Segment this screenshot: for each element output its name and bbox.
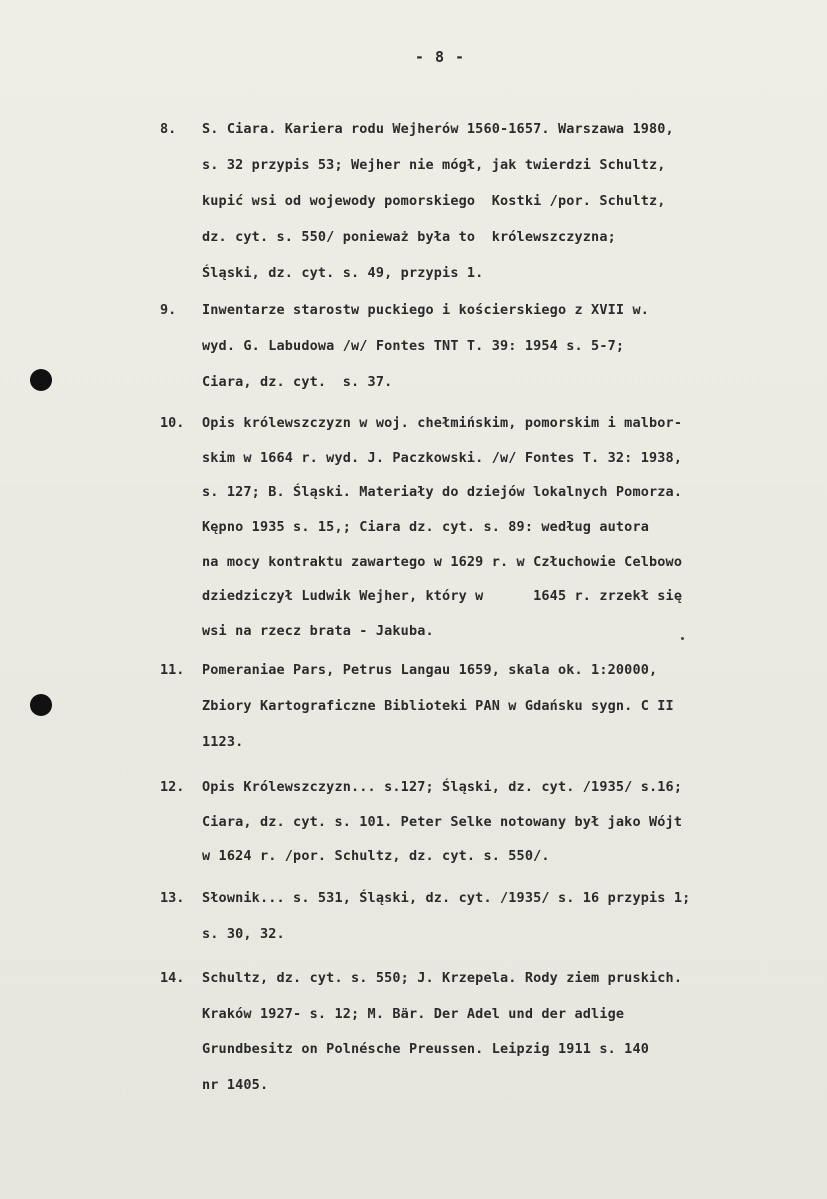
footnote-line: s. 30, 32.	[202, 926, 285, 942]
footnote-number: 13.	[160, 890, 185, 906]
footnote-line: Opis Królewszczyzn... s.127; Śląski, dz. cyt. /1935/ s.16;	[202, 779, 683, 795]
footnote-line: Ciara, dz. cyt. s. 37.	[202, 374, 393, 390]
page-number: - 8 -	[414, 48, 466, 66]
footnote-line: Grundbesitz on Polnésche Preussen. Leipzig 1911 s. 140	[202, 1041, 649, 1057]
footnote-line: dziedziczył Ludwik Wejher, który w 1645 r. zrzekł się	[202, 588, 683, 604]
footnote-line: S. Ciara. Kariera rodu Wejherów 1560-1657. Warszawa 1980,	[202, 121, 674, 137]
ink-speck	[681, 637, 684, 640]
footnote-line: skim w 1664 r. wyd. J. Paczkowski. /w/ Fontes T. 32: 1938,	[202, 450, 683, 466]
footnote-line: dz. cyt. s. 550/ ponieważ była to królewszczyzna;	[202, 229, 616, 245]
footnote-line: Kępno 1935 s. 15,; Ciara dz. cyt. s. 89: według autora	[202, 519, 649, 535]
footnote-number: 11.	[160, 662, 185, 678]
punch-hole-upper	[30, 369, 52, 391]
footnote-line: 1123.	[202, 734, 244, 750]
footnote-line: Pomeraniae Pars, Petrus Langau 1659, skala ok. 1:20000,	[202, 662, 658, 678]
footnote-line: Ciara, dz. cyt. s. 101. Peter Selke notowany był jako Wójt	[202, 814, 683, 830]
footnote-line: Śląski, dz. cyt. s. 49, przypis 1.	[202, 265, 484, 281]
footnote-line: Inwentarze starostw puckiego i kościerskiego z XVII w.	[202, 302, 649, 318]
punch-hole-lower	[30, 694, 52, 716]
footnote-line: s. 32 przypis 53; Wejher nie mógł, jak twierdzi Schultz,	[202, 157, 666, 173]
footnote-number: 9.	[160, 302, 177, 318]
footnote-number: 12.	[160, 779, 185, 795]
footnote-number: 14.	[160, 970, 185, 986]
footnote-line: Schultz, dz. cyt. s. 550; J. Krzepela. Rody ziem pruskich.	[202, 970, 683, 986]
footnote-number: 8.	[160, 121, 177, 137]
footnote-line: na mocy kontraktu zawartego w 1629 r. w Człuchowie Celbowo	[202, 554, 683, 570]
footnote-line: s. 127; B. Śląski. Materiały do dziejów lokalnych Pomorza.	[202, 484, 683, 500]
footnote-line: Opis królewszczyzn w woj. chełmińskim, pomorskim i malbor-	[202, 415, 683, 431]
footnote-number: 10.	[160, 415, 185, 431]
footnote-line: wyd. G. Labudowa /w/ Fontes TNT T. 39: 1954 s. 5-7;	[202, 338, 625, 354]
footnote-line: Słownik... s. 531, Śląski, dz. cyt. /1935/ s. 16 przypis 1;	[202, 890, 691, 906]
footnote-line: Zbiory Kartograficzne Biblioteki PAN w Gdańsku sygn. C II	[202, 698, 674, 714]
footnote-line: w 1624 r. /por. Schultz, dz. cyt. s. 550/.	[202, 848, 550, 864]
footnote-line: kupić wsi od wojewody pomorskiego Kostki /por. Schultz,	[202, 193, 666, 209]
footnote-line: Kraków 1927- s. 12; M. Bär. Der Adel und der adlige	[202, 1006, 625, 1022]
footnote-line: nr 1405.	[202, 1077, 269, 1093]
footnote-line: wsi na rzecz brata - Jakuba.	[202, 623, 434, 639]
